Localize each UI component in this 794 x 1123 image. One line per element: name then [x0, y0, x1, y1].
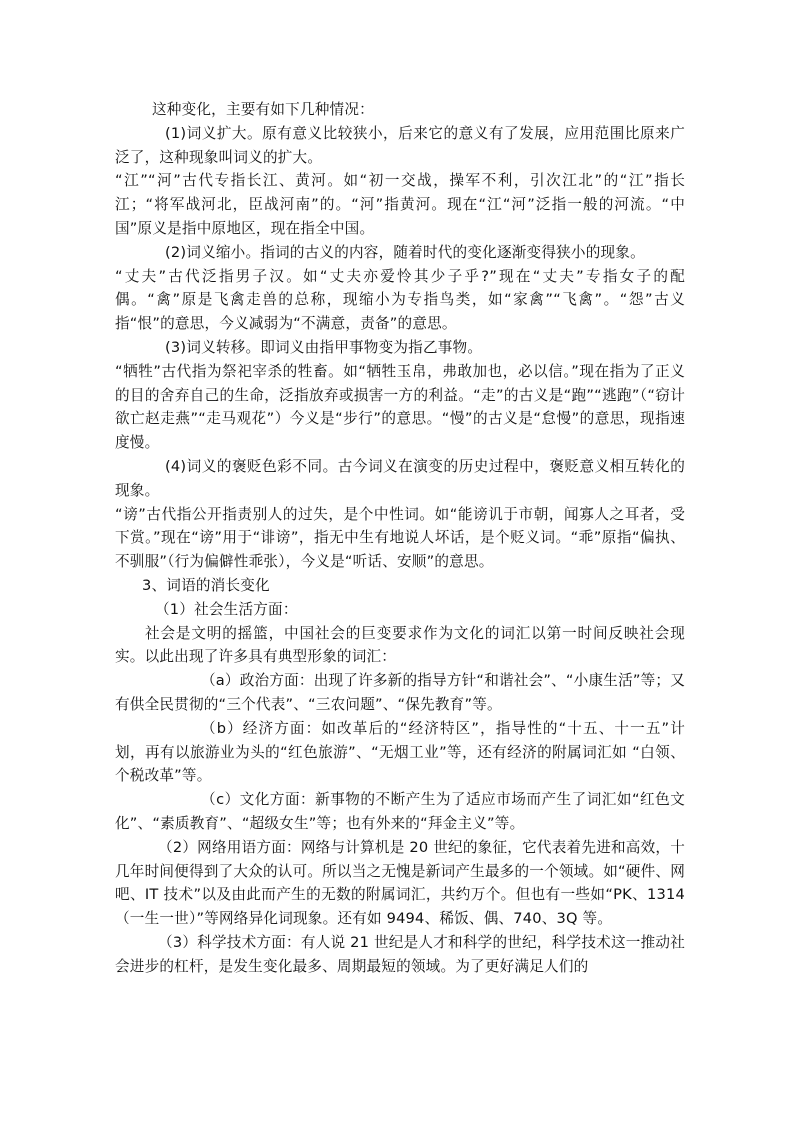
internet-terms-paragraph: （2）网络用语方面：网络与计算机是 20 世纪的象征，它代表着先进和高效，十几年时间便得到了大众的认可。所以当之无愧是新词产生最多的一个领域。如“硬件、网吧、IT 技术”以及由此而产生的无数的附属词汇，共约万个。但也有一些如“PK、1314（一生一世）”等网络异化词现象。还有如 9494、稀饭、偶、740、3Q 等。: [115, 838, 685, 928]
section-3-heading: (3)词义转移。即词义由指甲事物变为指乙事物。: [165, 338, 483, 356]
science-tech-paragraph: （3）科学技术方面：有人说 21 世纪是人才和科学的世纪，科学技术这一推动社会进步的杠杆，是发生变化最多、周期最短的领域。为了更好满足人们的: [115, 933, 685, 975]
document-page: [115, 98, 685, 978]
heading-word-change: 3、词语的消长变化: [142, 576, 270, 594]
section-4-body: “谤”古代指公开指责别人的过失，是个中性词。如“能谤讥于市朝，闻寡人之耳者，受下赏。”现在“谤”用于“诽谤”，指无中生有地说人坏话，是个贬义词。“乖”原指“偏执、不驯服”（行为偏僻性乖张），今义是“听话、安顺”的意思。: [115, 505, 685, 571]
social-life-body: 社会是文明的摇篮，中国社会的巨变要求作为文化的词汇以第一时间反映社会现实。以此出现了许多具有典型形象的词汇：: [115, 624, 685, 666]
section-1-heading: (1)词义扩大。原有意义比较狭小，后来它的意义有了发展，应用范围比原来广泛了，这种现象叫词义的扩大。: [115, 124, 685, 166]
section-4-heading: (4)词义的褒贬色彩不同。古今词义在演变的历史过程中，褒贬意义相互转化的现象。: [115, 457, 685, 499]
intro-paragraph: 这种变化，主要有如下几种情况：: [152, 101, 374, 118]
section-2-body: “丈夫”古代泛指男子汉。如“丈夫亦爱怜其少子乎?”现在“丈夫”专指女子的配偶。“禽”原是飞禽走兽的总称，现缩小为专指鸟类，如“家禽”“飞禽”。“怨”古义指“恨”的意思，今义减弱为“不满意，责备”的意思。: [115, 267, 685, 333]
section-3-body: “牺牲”古代指为祭祀宰杀的牲畜。如“牺牲玉帛，弗敢加也，必以信。”现在指为了正义的目的舍弃自己的生命，泛指放弃或损害一方的利益。“走”的古义是“跑”“逃跑”（“窃计欲亡赵走燕”“走马观花”）今义是“步行”的意思。“慢”的古义是“怠慢”的意思，现指速度慢。: [115, 362, 685, 452]
subheading-social-life: （1）社会生活方面：: [155, 600, 298, 618]
economy-paragraph: （b）经济方面：如改革后的“经济特区”，指导性的“十五、十一五”计划，再有以旅游业为头的“红色旅游”、“无烟工业”等，还有经济的附属词汇如 “白领、个税改革”等。: [115, 719, 685, 785]
section-1-body: “江”“河”古代专指长江、黄河。如“初一交战，操军不利，引次江北”的“江”指长江；“将军战河北，臣战河南”的。“河”指黄河。现在“江“河”泛指一般的河流。“中国”原义是指中原地区，现在指全中国。: [115, 172, 685, 237]
culture-paragraph: （c）文化方面：新事物的不断产生为了适应市场而产生了词汇如“红色文化”、“素质教育”、“超级女生”等；也有外来的“拜金主义”等。: [115, 791, 685, 832]
section-2-heading: (2)词义缩小。指词的古义的内容，随着时代的变化逐渐变得狭小的现象。: [165, 243, 645, 261]
politics-paragraph: （a）政治方面：出现了许多新的指导方针“和谐社会”、“小康生活”等；又有供全民贯彻的“三个代表”、“三农问题”、“保先教育”等。: [115, 672, 686, 713]
